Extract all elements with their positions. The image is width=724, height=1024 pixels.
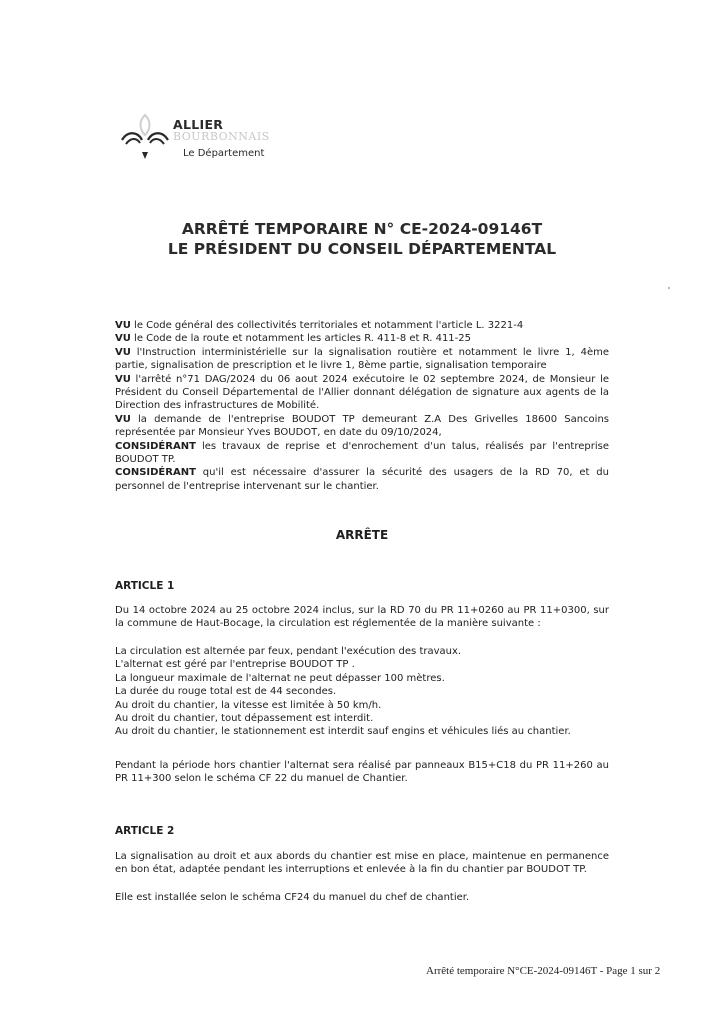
- rule-item: La durée du rouge total est de 44 secondes.: [115, 686, 337, 698]
- preamble-text: le Code général des collectivités territoriales et notamment l'article L. 3221-4: [130, 320, 524, 331]
- rule-item: Au droit du chantier, le stationnement est interdit sauf engins et véhicules liés au chantier.: [115, 726, 571, 738]
- title-line-2: LE PRÉSIDENT DU CONSEIL DÉPARTEMENTAL: [167, 240, 557, 258]
- article-1-outro: Pendant la période hors chantier l'alternat sera réalisé par panneaux B15+C18 du PR 11+260 au PR 11+300 selon le schéma CF 22 du manuel de Chantier.: [115, 760, 609, 785]
- logo-le-departement: Le Département: [183, 148, 265, 159]
- rule-item: L'alternat est géré par l'entreprise BOUDOT TP .: [115, 659, 355, 671]
- article-2-heading: ARTICLE 2: [115, 825, 175, 837]
- preamble-keyword: VU: [115, 333, 131, 345]
- preamble-text: qu'il est nécessaire d'assurer la sécurité des usagers de la RD 70, et du personnel de l'entreprise intervenant sur le chantier.: [115, 467, 609, 492]
- scan-speck: [668, 287, 670, 289]
- rule-item: La circulation est alternée par feux, pendant l'exécution des travaux.: [115, 646, 462, 657]
- preamble-item: [115, 466, 609, 493]
- preamble-keyword: VU: [115, 320, 131, 331]
- preamble-text: la demande de l'entreprise BOUDOT TP demeurant Z.A Des Grivelles 18600 Sancoins représentée par Monsieur Yves BOUDOT, en date du 09/10/2024,: [115, 413, 609, 439]
- preamble-item: [115, 319, 609, 332]
- preamble-keyword: VU: [115, 346, 131, 358]
- article-2-paragraph-2: Elle est installée selon le schéma CF24 du manuel du chef de chantier.: [115, 892, 470, 903]
- logo-bourbonnais: BOURBONNAIS: [173, 130, 270, 143]
- rule-item: La longueur maximale de l'alternat ne peut dépasser 100 mètres.: [115, 672, 445, 684]
- department-logo: [118, 110, 318, 165]
- rule-item: Au droit du chantier, la vitesse est limitée à 50 km/h.: [115, 699, 382, 711]
- preamble-text: les travaux de reprise et d'enrochement d'un talus, réalisés par l'entreprise BOUDOT TP.: [115, 440, 609, 466]
- preamble-keyword: CONSIDÉRANT: [115, 467, 196, 479]
- preamble-keyword: VU: [115, 373, 131, 385]
- page-footer: Arrêté temporaire N°CE-2024-09146T - Page 1 sur 2: [426, 965, 661, 977]
- preamble-item: [115, 346, 609, 373]
- title-line-1: ARRÊTÉ TEMPORAIRE N° CE-2024-09146T: [181, 220, 543, 238]
- article-1-intro: Du 14 octobre 2024 au 25 octobre 2024 inclus, sur la RD 70 du PR 11+0260 au PR 11+0300, sur la commune de Haut-Bocage, la circulation est réglementée de la manière suivante :: [115, 605, 609, 630]
- preamble-text: l'arrêté n°71 DAG/2024 du 06 aout 2024 exécutoire le 02 septembre 2024, de Monsieur le Président du Conseil Départemental de l'Allier donnant délégation de signature aux agents de la Direction des infrastructures de Mobilité.: [115, 373, 609, 412]
- preamble-item: [115, 373, 609, 413]
- preamble-item: [115, 440, 609, 467]
- preamble-item: [115, 332, 609, 345]
- preamble-text: l'Instruction interministérielle sur la signalisation routière et notamment le livre 1, 4ème partie, signalisation de prescription et le livre 1, 8ème partie, signalisation temporaire: [115, 346, 609, 372]
- preamble-text: le Code de la route et notamment les articles R. 411-8 et R. 411-25: [130, 333, 472, 345]
- document-title: [0, 219, 724, 259]
- preamble: [115, 319, 609, 493]
- rule-item: Au droit du chantier, tout dépassement est interdit.: [115, 713, 374, 725]
- fleur-de-lis-icon: [118, 110, 173, 165]
- preamble-keyword: VU: [115, 413, 131, 425]
- article-1-heading: ARTICLE 1: [115, 580, 175, 592]
- article-1-rules: [115, 645, 609, 739]
- preamble-item: [115, 413, 609, 440]
- arrete-heading: ARRÊTE: [335, 528, 389, 542]
- preamble-keyword: CONSIDÉRANT: [115, 440, 196, 452]
- logo-allier: ALLIER: [173, 117, 224, 132]
- article-2-paragraph-1: La signalisation au droit et aux abords du chantier est mise en place, maintenue en permanence en bon état, adaptée pendant les interruptions et enlevée à la fin du chantier par BOUDOT TP.: [115, 851, 609, 876]
